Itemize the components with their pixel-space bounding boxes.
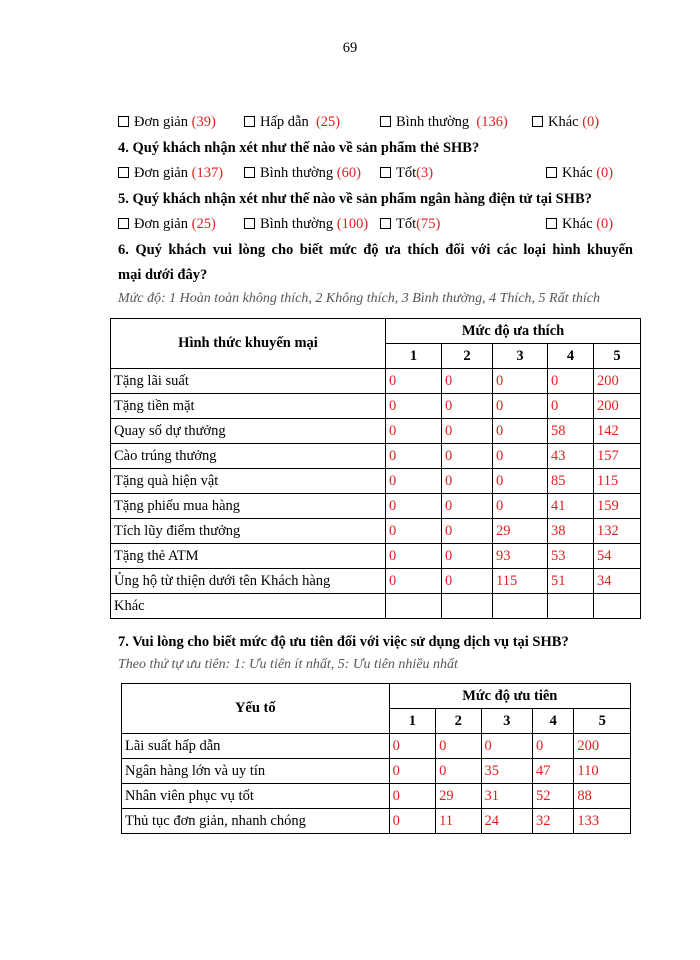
cell-value: 200	[594, 394, 641, 419]
level-header: 3	[493, 344, 548, 369]
level-header: 4	[548, 344, 594, 369]
cell-value: 0	[386, 494, 442, 519]
cell-value: 47	[533, 759, 574, 784]
row-label: Tặng thẻ ATM	[111, 544, 386, 569]
table-row	[111, 569, 641, 594]
checkbox-icon	[532, 116, 543, 127]
cell-value: 0	[389, 759, 435, 784]
checkbox-icon	[244, 218, 255, 229]
cell-value: 0	[442, 444, 493, 469]
cell-value: 0	[493, 494, 548, 519]
level-header: 5	[594, 344, 641, 369]
row-label: Khác	[111, 594, 386, 619]
row-label: Tích lũy điểm thưởng	[111, 519, 386, 544]
cell-value: 0	[386, 469, 442, 494]
q7-scale-note: Theo thứ tự ưu tiên: 1: Ưu tiên ít nhất, 5: Ưu tiên nhiều nhất	[118, 657, 458, 672]
level-header: 3	[481, 709, 533, 734]
cell-value: 142	[594, 419, 641, 444]
table-row	[111, 394, 641, 419]
cell-value: 200	[594, 369, 641, 394]
cell-value: 31	[481, 784, 533, 809]
cell-value: 132	[594, 519, 641, 544]
q6-scale-note: Mức độ: 1 Hoàn toàn không thích, 2 Không thích, 3 Bình thường, 4 Thích, 5 Rất thích	[118, 291, 600, 306]
row-label: Tặng tiền mặt	[111, 394, 386, 419]
cell-value: 0	[386, 519, 442, 544]
level-header: 4	[533, 709, 574, 734]
cell-value: 88	[574, 784, 631, 809]
cell-value: 0	[442, 469, 493, 494]
cell-value: 0	[493, 369, 548, 394]
table-row	[122, 784, 631, 809]
question-5: 5. Quý khách nhận xét như thế nào về sản phẩm ngân hàng điện tử tại SHB?	[118, 191, 592, 207]
cell-value: 0	[493, 469, 548, 494]
cell-value: 0	[386, 569, 442, 594]
q6-group-header: Mức độ ưa thích	[386, 319, 641, 344]
q3-option: Khác (0)	[532, 112, 599, 132]
table-row	[111, 419, 641, 444]
cell-value: 34	[594, 569, 641, 594]
level-header: 1	[386, 344, 442, 369]
cell-value: 24	[481, 809, 533, 834]
question-4: 4. Quý khách nhận xét như thế nào về sản phẩm thẻ SHB?	[118, 140, 480, 156]
cell-value	[493, 594, 548, 619]
cell-value: 0	[481, 734, 533, 759]
table-row	[111, 594, 641, 619]
table-row	[122, 734, 631, 759]
checkbox-icon	[244, 167, 255, 178]
cell-value: 157	[594, 444, 641, 469]
q7-col-header: Yếu tố	[122, 684, 390, 734]
row-label: Tặng phiếu mua hàng	[111, 494, 386, 519]
q6-col-header: Hình thức khuyến mại	[111, 319, 386, 369]
cell-value: 54	[594, 544, 641, 569]
cell-value: 0	[442, 569, 493, 594]
cell-value: 0	[386, 544, 442, 569]
level-header: 2	[442, 344, 493, 369]
table-row	[111, 494, 641, 519]
q5-option: Tốt(75)	[380, 214, 440, 234]
cell-value: 58	[548, 419, 594, 444]
checkbox-icon	[380, 116, 391, 127]
cell-value: 0	[436, 759, 481, 784]
cell-value: 0	[442, 394, 493, 419]
checkbox-icon	[118, 218, 129, 229]
cell-value: 35	[481, 759, 533, 784]
table-row	[111, 544, 641, 569]
table-row	[122, 759, 631, 784]
cell-value: 0	[389, 734, 435, 759]
table-row	[122, 809, 631, 834]
cell-value: 0	[436, 734, 481, 759]
cell-value: 0	[386, 444, 442, 469]
q5-option: Khác (0)	[546, 214, 613, 234]
question-6-line1: 6. Quý khách vui lòng cho biết mức độ ưa thích đối với các loại hình khuyến	[118, 242, 633, 258]
q4-option: Đơn giản (137)	[118, 163, 223, 183]
level-header: 1	[389, 709, 435, 734]
checkbox-icon	[380, 218, 391, 229]
cell-value: 159	[594, 494, 641, 519]
q3-option: Hấp dẫn (25)	[244, 112, 340, 132]
question-7: 7. Vui lòng cho biết mức độ ưu tiên đối với việc sử dụng dịch vụ tại SHB?	[118, 634, 569, 650]
row-label: Thủ tục đơn giản, nhanh chóng	[122, 809, 390, 834]
cell-value: 0	[389, 809, 435, 834]
cell-value: 0	[389, 784, 435, 809]
priority-table	[121, 683, 631, 834]
cell-value: 0	[548, 369, 594, 394]
cell-value: 43	[548, 444, 594, 469]
cell-value: 32	[533, 809, 574, 834]
checkbox-icon	[118, 116, 129, 127]
cell-value: 0	[442, 494, 493, 519]
cell-value: 0	[386, 419, 442, 444]
cell-value: 52	[533, 784, 574, 809]
checkbox-icon	[244, 116, 255, 127]
table-row	[111, 369, 641, 394]
cell-value: 0	[386, 369, 442, 394]
cell-value: 0	[386, 394, 442, 419]
table-row	[111, 469, 641, 494]
row-label: Ngân hàng lớn và uy tín	[122, 759, 390, 784]
q5-option: Bình thường (100)	[244, 214, 368, 234]
cell-value: 0	[548, 394, 594, 419]
cell-value: 53	[548, 544, 594, 569]
q3-option: Bình thường (136)	[380, 112, 508, 132]
table-row	[111, 519, 641, 544]
cell-value: 0	[493, 394, 548, 419]
question-6-line2: mại dưới đây?	[118, 267, 208, 283]
promotion-preference-table	[110, 318, 641, 619]
cell-value: 0	[442, 419, 493, 444]
cell-value: 85	[548, 469, 594, 494]
cell-value: 51	[548, 569, 594, 594]
row-label: Lãi suất hấp dẫn	[122, 734, 390, 759]
cell-value: 0	[442, 369, 493, 394]
checkbox-icon	[546, 218, 557, 229]
level-header: 2	[436, 709, 481, 734]
cell-value: 29	[436, 784, 481, 809]
q4-option: Tốt(3)	[380, 163, 433, 183]
cell-value: 93	[493, 544, 548, 569]
cell-value: 0	[442, 544, 493, 569]
cell-value: 11	[436, 809, 481, 834]
row-label: Quay số dự thưởng	[111, 419, 386, 444]
cell-value	[386, 594, 442, 619]
cell-value: 110	[574, 759, 631, 784]
cell-value: 200	[574, 734, 631, 759]
cell-value: 133	[574, 809, 631, 834]
table-row	[111, 444, 641, 469]
checkbox-icon	[546, 167, 557, 178]
row-label: Cào trúng thưởng	[111, 444, 386, 469]
row-label: Tặng lãi suất	[111, 369, 386, 394]
q5-option: Đơn giản (25)	[118, 214, 216, 234]
level-header: 5	[574, 709, 631, 734]
cell-value: 0	[493, 444, 548, 469]
cell-value	[442, 594, 493, 619]
cell-value: 115	[493, 569, 548, 594]
row-label: Nhân viên phục vụ tốt	[122, 784, 390, 809]
q3-option: Đơn giản (39)	[118, 112, 216, 132]
q4-option: Bình thường (60)	[244, 163, 361, 183]
page-number: 69	[342, 40, 358, 56]
cell-value	[548, 594, 594, 619]
cell-value: 29	[493, 519, 548, 544]
q4-option: Khác (0)	[546, 163, 613, 183]
row-label: Tặng quà hiện vật	[111, 469, 386, 494]
cell-value: 0	[442, 519, 493, 544]
cell-value: 115	[594, 469, 641, 494]
q7-group-header: Mức độ ưu tiên	[389, 684, 630, 709]
checkbox-icon	[118, 167, 129, 178]
checkbox-icon	[380, 167, 391, 178]
row-label: Ủng hộ từ thiện dưới tên Khách hàng	[111, 569, 386, 594]
cell-value: 41	[548, 494, 594, 519]
cell-value	[594, 594, 641, 619]
cell-value: 38	[548, 519, 594, 544]
cell-value: 0	[533, 734, 574, 759]
cell-value: 0	[493, 419, 548, 444]
